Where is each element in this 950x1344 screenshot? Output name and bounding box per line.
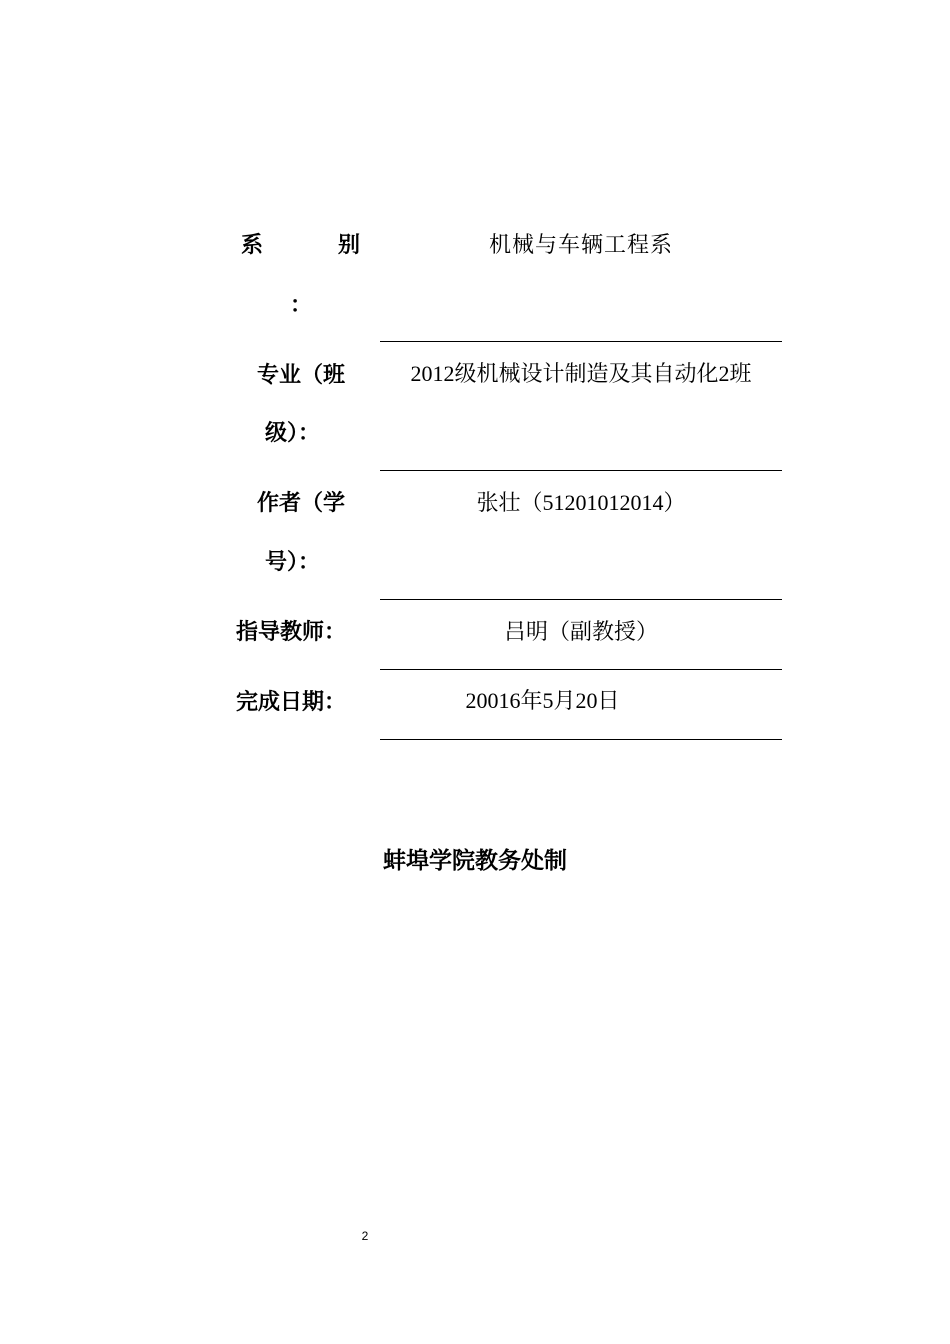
major-class-label-line2: 级）： [265,421,321,446]
major-class-value: 2012级机械设计制造及其自动化2班 [410,361,752,386]
author-label-line2: 号）： [265,550,321,575]
completion-date-value: 20016年5月20日 [465,688,620,713]
author-value: 张壮（51201012014） [476,490,686,515]
advisor-value: 吕明（副教授） [503,619,658,644]
department-value: 机械与车辆工程系 [488,232,673,257]
completion-date-label: 完成日期： [236,690,347,715]
completion-date-underline [380,739,782,740]
department-underline [380,341,782,342]
major-class-label-line1: 专业（班 [257,363,346,388]
department-label-colon: ： [290,293,313,318]
institution-name: 蚌埠学院教务处制 [383,848,567,874]
advisor-underline [380,669,782,670]
author-label-line1: 作者（学 [257,491,346,516]
author-underline [380,599,782,600]
advisor-label: 指导教师： [236,620,347,645]
major-class-underline [380,470,782,471]
department-label-char2: 别 [338,233,361,258]
page-number: 2 [361,1229,369,1243]
department-label-char1: 系 [241,233,264,258]
